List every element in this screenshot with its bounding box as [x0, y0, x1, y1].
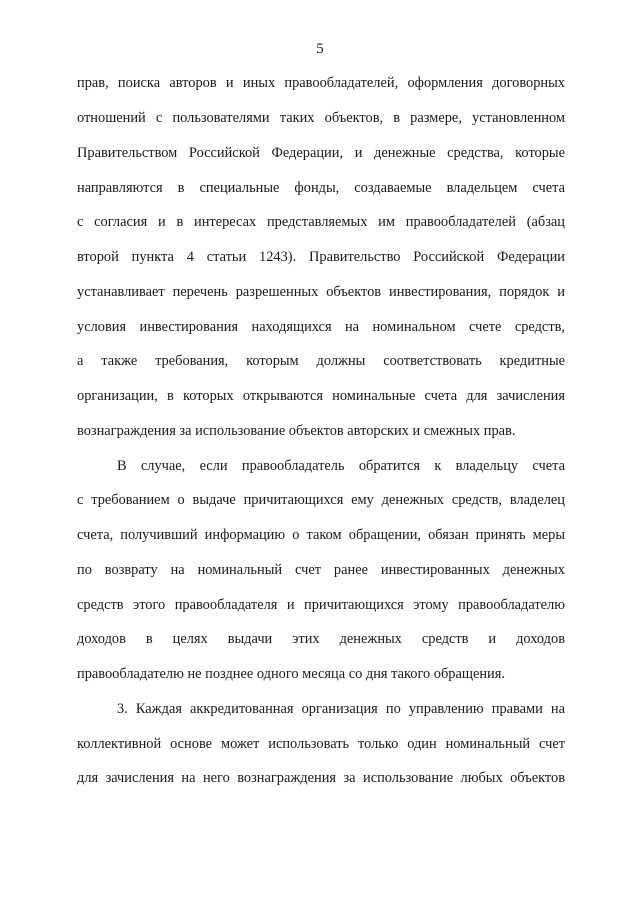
text-line: устанавливает перечень разрешенных объектов инвестирования, порядок и [77, 284, 565, 300]
text-line: с требованием о выдаче причитающихся ему денежных средств, владелец [77, 492, 565, 508]
text-line: В случае, если правообладатель обратится к владельцу счета [117, 458, 565, 474]
text-line: коллективной основе может использовать только один номинальный счет [77, 736, 565, 752]
text-line: второй пункта 4 статьи 1243). Правительство Российской Федерации [77, 249, 565, 265]
text-line: направляются в специальные фонды, создаваемые владельцем счета [77, 180, 565, 196]
text-line: организации, в которых открываются номинальные счета для зачисления [77, 388, 565, 404]
text-line: для зачисления на него вознаграждения за использование любых объектов [77, 770, 565, 786]
text-line: доходов в целях выдачи этих денежных средств и доходов [77, 631, 565, 647]
text-line: средств этого правообладателя и причитающихся этому правообладателю [77, 597, 565, 613]
text-line: счета, получивший информацию о таком обращении, обязан принять меры [77, 527, 565, 543]
text-line: отношений с пользователями таких объектов, в размере, установленном [77, 110, 565, 126]
page-number: 5 [316, 41, 324, 57]
text-line: а также требования, которым должны соответствовать кредитные [77, 353, 565, 369]
text-line: вознаграждения за использование объектов авторских и смежных прав. [77, 423, 516, 439]
text-line: прав, поиска авторов и иных правообладателей, оформления договорных [77, 75, 565, 91]
text-line: по возврату на номинальный счет ранее инвестированных денежных [77, 562, 565, 578]
text-line: Правительством Российской Федерации, и денежные средства, которые [77, 145, 565, 161]
text-line: условия инвестирования находящихся на номинальном счете средств, [77, 319, 565, 335]
text-line: правообладателю не позднее одного месяца со дня такого обращения. [77, 666, 505, 682]
text-line: с согласия и в интересах представляемых им правообладателей (абзац [77, 214, 565, 230]
text-line: 3. Каждая аккредитованная организация по управлению правами на [117, 701, 565, 717]
